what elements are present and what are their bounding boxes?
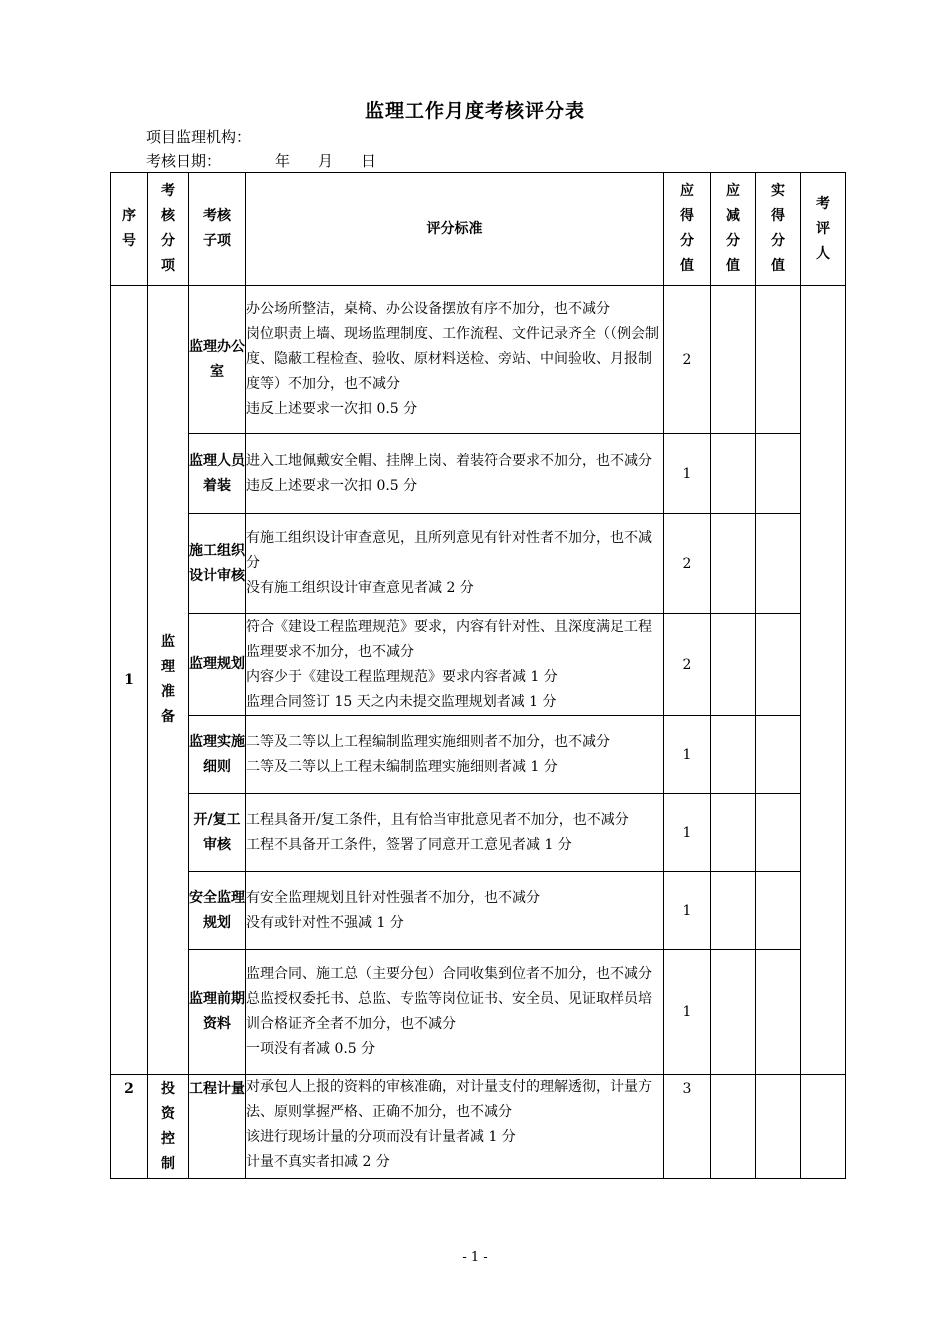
- date-year: 年: [275, 152, 291, 170]
- criteria-line: 没有或针对性不强减 1 分: [246, 914, 404, 931]
- subitem-cell: 监理实施细则: [189, 716, 246, 794]
- deduct-score-cell[interactable]: [711, 614, 756, 716]
- criteria-line: 有安全监理规划且针对性强者不加分，也不减分: [246, 889, 540, 906]
- due-score-cell: 1: [664, 872, 711, 950]
- assessor-cell[interactable]: [801, 1075, 846, 1179]
- actual-score-cell[interactable]: [756, 434, 801, 514]
- assessor-cell[interactable]: [801, 286, 846, 1075]
- date-month: 月: [318, 152, 334, 170]
- org-label: 项目监理机构：: [146, 128, 252, 146]
- due-score-cell: 1: [664, 794, 711, 872]
- date-day: 日: [361, 152, 377, 170]
- table-row: [111, 286, 846, 434]
- subitem-cell: 施工组织设计审核: [189, 514, 246, 614]
- criteria-line: 二等及二等以上工程未编制监理实施细则者减 1 分: [246, 758, 558, 775]
- criteria-line: 二等及二等以上工程编制监理实施细则者不加分，也不减分: [246, 733, 610, 750]
- subitem-cell: 安全监理规划: [189, 872, 246, 950]
- criteria-cell: [246, 950, 664, 1075]
- seq-cell: 1: [111, 286, 148, 1075]
- header-subitem: 考核子项: [189, 173, 246, 286]
- actual-score-cell[interactable]: [756, 286, 801, 434]
- deduct-score-cell[interactable]: [711, 286, 756, 434]
- due-score-cell: 1: [664, 950, 711, 1075]
- criteria-line: 计量不真实者扣减 2 分: [246, 1154, 390, 1170]
- criteria-cell: [246, 872, 664, 950]
- criteria-line: 一项没有者减 0.5 分: [246, 1041, 376, 1057]
- table-row: [111, 794, 846, 872]
- criteria-line: 违反上述要求一次扣 0.5 分: [246, 477, 418, 494]
- subitem-cell: 监理人员着装: [189, 434, 246, 514]
- deduct-score-cell[interactable]: [711, 872, 756, 950]
- due-score-cell: 1: [664, 716, 711, 794]
- header-row: [111, 173, 846, 286]
- criteria-cell: [246, 286, 664, 434]
- criteria-line: 没有施工组织设计审查意见者减 2 分: [246, 580, 474, 596]
- due-score-cell: 1: [664, 434, 711, 514]
- actual-score-cell[interactable]: [756, 716, 801, 794]
- header-assessor: 考评人: [801, 173, 846, 286]
- table-row: [111, 614, 846, 716]
- criteria-cell: [246, 514, 664, 614]
- header-due: 应得分值: [664, 173, 711, 286]
- criteria-line: 该进行现场计量的分项而没有计量者减 1 分: [246, 1129, 516, 1145]
- due-score-cell: 2: [664, 614, 711, 716]
- due-score-cell: 3: [664, 1075, 711, 1179]
- deduct-score-cell[interactable]: [711, 716, 756, 794]
- criteria-line: 有施工组织设计审查意见，且所列意见有针对性者不加分，也不减分: [246, 530, 652, 571]
- actual-score-cell[interactable]: [756, 1075, 801, 1179]
- criteria-cell: [246, 716, 664, 794]
- criteria-cell: [246, 1075, 664, 1179]
- table-row: [111, 434, 846, 514]
- subitem-cell: 监理前期资料: [189, 950, 246, 1075]
- criteria-line: 办公场所整洁，桌椅、办公设备摆放有序不加分，也不减分: [246, 301, 610, 317]
- actual-score-cell[interactable]: [756, 514, 801, 614]
- criteria-cell: [246, 614, 664, 716]
- criteria-line: 内容少于《建设工程监理规范》要求内容者减 1 分: [246, 668, 558, 685]
- criteria-line: 总监授权委托书、总监、专监等岗位证书、安全员、见证取样员培训合格证齐全者不加分，也不减分: [246, 991, 652, 1032]
- criteria-line: 岗位职责上墙、现场监理制度、工作流程、文件记录齐全（（例会制度、隐蔽工程检查、验收、原材料送检、旁站、中间验收、月报制度等）不加分，也不减分: [246, 326, 659, 392]
- criteria-line: 对承包人上报的资料的审核准确，对计量支付的理解透彻，计量方法、原则掌握严格、正确不加分，也不减分: [246, 1079, 652, 1120]
- criteria-line: 进入工地佩戴安全帽、挂牌上岗、着装符合要求不加分，也不减分: [246, 452, 652, 469]
- deduct-score-cell[interactable]: [711, 950, 756, 1075]
- actual-score-cell[interactable]: [756, 950, 801, 1075]
- seq-cell: 2: [111, 1075, 148, 1179]
- category-cell: 监理准备: [148, 286, 189, 1075]
- table-row: [111, 1075, 846, 1179]
- header-deduct: 应减分值: [711, 173, 756, 286]
- criteria-line: 监理合同签订 15 天之内未提交监理规划者减 1 分: [246, 693, 557, 710]
- deduct-score-cell[interactable]: [711, 1075, 756, 1179]
- header-criteria: 评分标准: [246, 173, 664, 286]
- criteria-line: 工程具备开/复工条件，且有恰当审批意见者不加分，也不减分: [246, 811, 629, 828]
- table-row: [111, 716, 846, 794]
- criteria-line: 工程不具备开工条件，签署了同意开工意见者减 1 分: [246, 836, 572, 853]
- table-row: [111, 514, 846, 614]
- criteria-line: 监理合同、施工总（主要分包）合同收集到位者不加分，也不减分: [246, 966, 652, 982]
- page-number: - 1 -: [462, 1250, 488, 1265]
- date-label: 考核日期：: [146, 152, 222, 170]
- actual-score-cell[interactable]: [756, 872, 801, 950]
- subitem-cell: 开/复工审核: [189, 794, 246, 872]
- criteria-line: 符合《建设工程监理规范》要求，内容有针对性、且深度满足工程监理要求不加分，也不减分: [246, 618, 652, 660]
- subitem-cell: 监理规划: [189, 614, 246, 716]
- subitem-cell: 监理办公室: [189, 286, 246, 434]
- due-score-cell: 2: [664, 286, 711, 434]
- date-line: [146, 150, 376, 171]
- actual-score-cell[interactable]: [756, 614, 801, 716]
- category-cell: 投资控制: [148, 1075, 189, 1179]
- table-row: [111, 872, 846, 950]
- page-title: 监理工作月度考核评分表: [364, 100, 585, 122]
- due-score-cell: 2: [664, 514, 711, 614]
- criteria-cell: [246, 794, 664, 872]
- subitem-cell: 工程计量: [189, 1075, 246, 1179]
- table-row: [111, 950, 846, 1075]
- header-category: 考核分项: [148, 173, 189, 286]
- actual-score-cell[interactable]: [756, 794, 801, 872]
- criteria-cell: [246, 434, 664, 514]
- criteria-line: 违反上述要求一次扣 0.5 分: [246, 401, 418, 417]
- deduct-score-cell[interactable]: [711, 514, 756, 614]
- header-seq: 序号: [111, 173, 148, 286]
- deduct-score-cell[interactable]: [711, 434, 756, 514]
- deduct-score-cell[interactable]: [711, 794, 756, 872]
- header-actual: 实得分值: [756, 173, 801, 286]
- score-table: [110, 172, 846, 1179]
- score-table-body: [111, 286, 846, 1179]
